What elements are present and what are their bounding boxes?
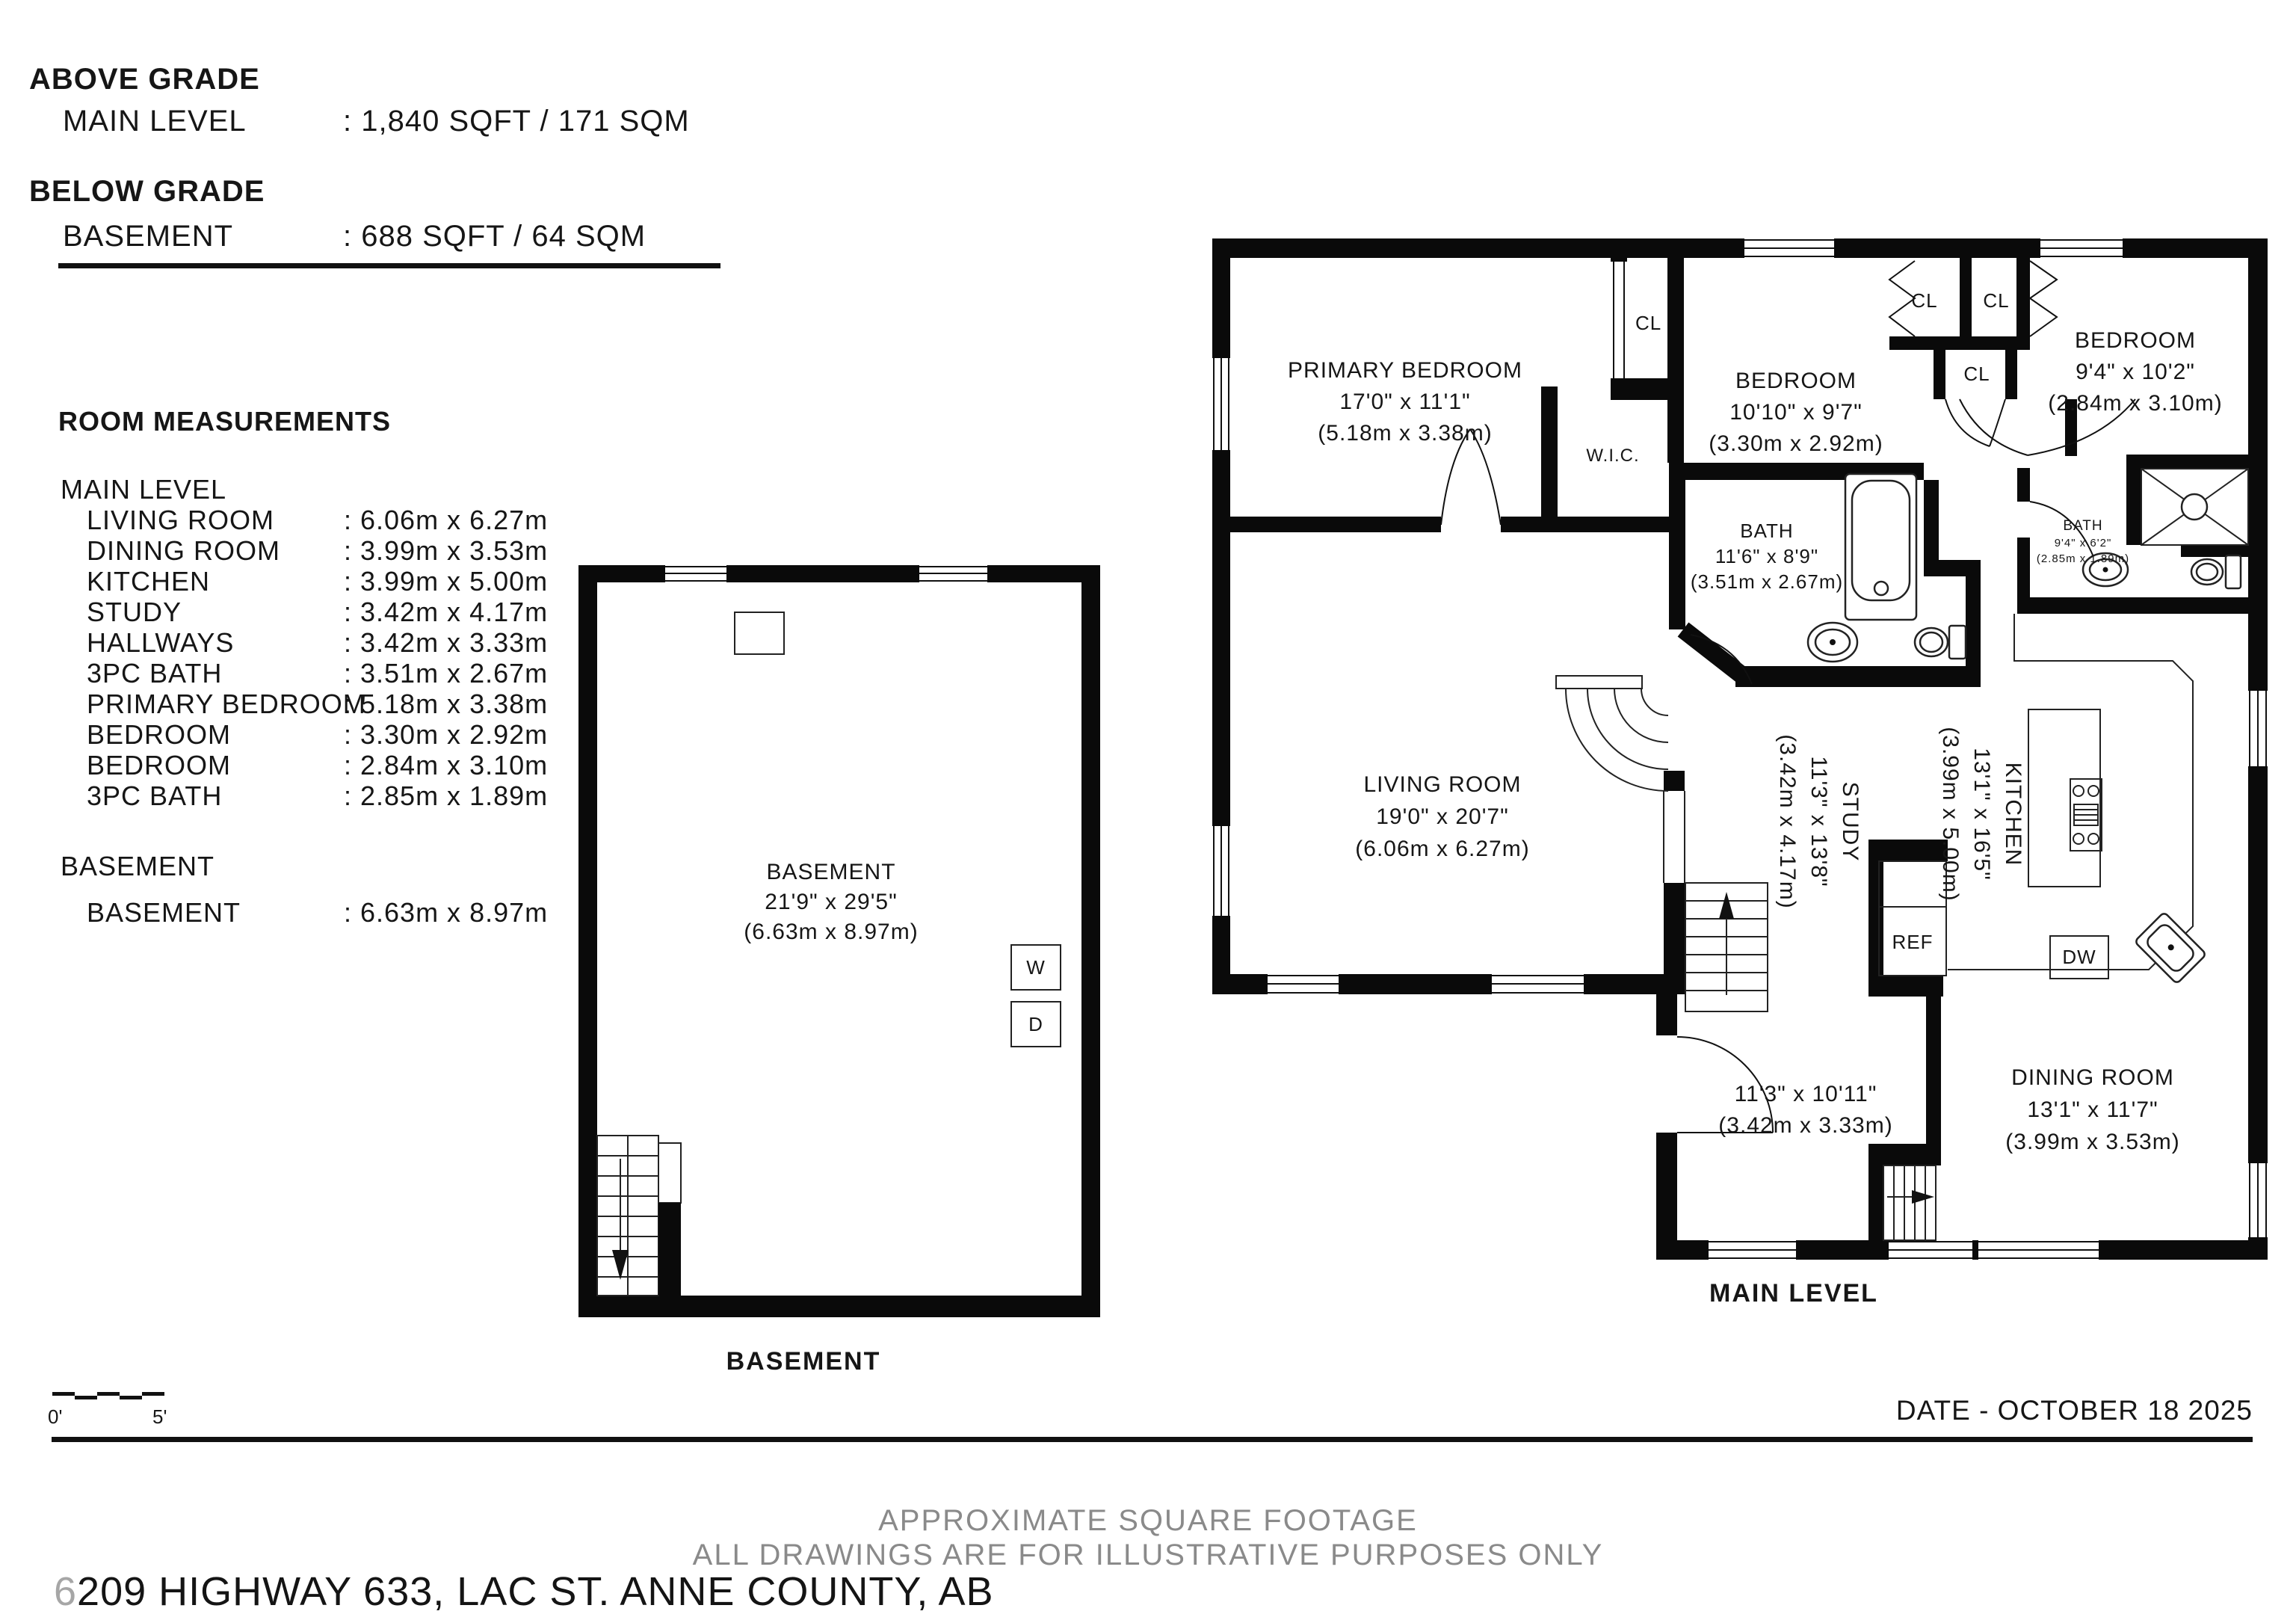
window	[1492, 974, 1584, 994]
room-dim: 9'4" x 10'2"	[2076, 360, 2195, 384]
row-name: 3PC BATH	[87, 658, 223, 689]
row-name: BEDROOM	[87, 719, 232, 750]
closet-label: CL	[1635, 312, 1662, 334]
dryer-label: D	[1028, 1013, 1043, 1035]
disclaimer-line1: APPROXIMATE SQUARE FOOTAGE	[878, 1504, 1418, 1537]
room-label-study	[1775, 734, 1863, 908]
room-title: PRIMARY BEDROOM	[1288, 358, 1522, 383]
main-floor-label: MAIN LEVEL	[1709, 1279, 1878, 1308]
scale-end-label: 5'	[152, 1405, 167, 1428]
window	[1212, 826, 1230, 916]
bathtub-icon	[1845, 474, 1916, 620]
basement-room-dim-imperial: 21'9" x 29'5"	[765, 890, 898, 914]
row-value: : 3.30m x 2.92m	[344, 719, 549, 750]
room-dim: (2.85m x 1.89m)	[2036, 552, 2130, 565]
room-dim: 13'1" x 16'5"	[1969, 748, 1994, 881]
closet-label: CL	[1983, 289, 2010, 312]
room-title: DINING ROOM	[2011, 1065, 2174, 1090]
row-value: : 6.06m x 6.27m	[344, 505, 549, 535]
basement-window	[919, 565, 987, 582]
room-dim: 11'3" x 10'11"	[1734, 1082, 1877, 1106]
measurements-basement-label: BASEMENT	[61, 851, 215, 881]
stove-icon	[2070, 779, 2102, 851]
furnace-icon	[735, 612, 784, 654]
room-dim: (5.18m x 3.38m)	[1318, 421, 1493, 446]
row-value: : 2.84m x 3.10m	[344, 750, 549, 780]
row-value: : 3.99m x 3.53m	[344, 535, 549, 566]
main-level-name: MAIN LEVEL	[63, 105, 247, 138]
washer-box	[1011, 945, 1061, 990]
basement-floor-label: BASEMENT	[726, 1347, 881, 1376]
room-dim: (2.84m x 3.10m)	[2048, 391, 2223, 416]
above-grade-label: ABOVE GRADE	[29, 63, 260, 96]
room-label-primary	[1288, 358, 1522, 446]
room-dim: (3.42m x 4.17m)	[1775, 734, 1800, 909]
row-name: HALLWAYS	[87, 627, 235, 658]
room-title: BATH	[2063, 518, 2103, 534]
window	[2040, 238, 2123, 258]
basement-floorplan	[553, 546, 1121, 1387]
room-dim: 19'0" x 20'7"	[1376, 804, 1509, 829]
scale-start-label: 0'	[48, 1405, 63, 1428]
basement-name: BASEMENT	[63, 220, 234, 253]
stairs-to-basement-icon	[1883, 1165, 1936, 1240]
room-label-hall	[1718, 1082, 1892, 1138]
row-name: STUDY	[87, 597, 182, 627]
row-name: KITCHEN	[87, 566, 211, 597]
row-name: PRIMARY BEDROOM	[87, 689, 366, 719]
measurements-title: ROOM MEASUREMENTS	[58, 406, 392, 437]
disclaimer-line2: ALL DRAWINGS ARE FOR ILLUSTRATIVE PURPOSES ONLY	[692, 1539, 1604, 1571]
basement-value: : 688 SQFT / 64 SQM	[343, 220, 646, 253]
room-dim: (3.51m x 2.67m)	[1690, 570, 1844, 593]
room-title: BEDROOM	[2074, 328, 2197, 353]
stairs-up-icon	[1685, 883, 1768, 1011]
room-dim: 11'3" x 13'8"	[1806, 756, 1831, 887]
room-dim: (6.06m x 6.27m)	[1355, 837, 1530, 861]
header-underline	[58, 263, 720, 268]
room-dim: (3.99m x 3.53m)	[2005, 1130, 2180, 1154]
room-dim: (3.42m x 3.33m)	[1718, 1113, 1893, 1138]
room-label-dining	[2005, 1065, 2179, 1154]
room-dim: 9'4" x 6'2"	[2054, 537, 2112, 549]
address	[54, 1568, 994, 1615]
main-floorplan-svg	[1212, 238, 2289, 1260]
date-label: DATE - OCTOBER 18 2025	[1895, 1395, 2253, 1426]
row-value: : 3.42m x 4.17m	[344, 597, 549, 627]
window	[1212, 358, 1230, 450]
kitchen-sink-icon	[2135, 912, 2206, 984]
room-dim: (3.99m x 5.00m)	[1938, 727, 1963, 902]
basement-room-dim-metric: (6.63m x 8.97m)	[744, 920, 919, 944]
window	[1744, 238, 1834, 258]
room-title: KITCHEN	[2001, 762, 2025, 866]
footer-divider	[52, 1437, 2253, 1442]
room-title: LIVING ROOM	[1363, 772, 1522, 797]
room-dim: 10'10" x 9'7"	[1729, 400, 1863, 425]
row-name: 3PC BATH	[87, 780, 223, 811]
room-title: BATH	[1740, 520, 1794, 542]
toilet-icon	[2191, 555, 2241, 588]
row-name: BASEMENT	[87, 897, 241, 928]
basement-floorplan-svg	[553, 546, 1121, 1383]
dishwasher-label: DW	[2062, 946, 2096, 968]
fridge-label: REF	[1892, 931, 1934, 953]
fridge-box	[1879, 861, 1946, 976]
measurements-main-level-label: MAIN LEVEL	[61, 474, 227, 505]
row-name: LIVING ROOM	[87, 505, 275, 535]
room-label-living	[1355, 772, 1529, 861]
room-label-kitchen	[1938, 727, 2025, 901]
row-value: : 5.18m x 3.38m	[344, 689, 549, 719]
row-value: : 6.63m x 8.97m	[344, 897, 549, 928]
window	[1978, 1240, 2099, 1260]
main-level-value: : 1,840 SQFT / 171 SQM	[343, 105, 690, 138]
window	[1889, 1240, 1972, 1260]
row-value: : 3.99m x 5.00m	[344, 566, 549, 597]
room-dim: 11'6" x 8'9"	[1715, 545, 1819, 567]
row-value: : 3.42m x 3.33m	[344, 627, 549, 658]
closet-door	[1611, 262, 1627, 378]
row-value: : 3.51m x 2.67m	[344, 658, 549, 689]
dishwasher-box	[2050, 936, 2108, 979]
window	[2248, 691, 2268, 766]
washer-label: W	[1026, 956, 1046, 979]
main-floorplan	[1212, 238, 2289, 1263]
row-value: : 2.85m x 1.89m	[344, 780, 549, 811]
kitchen-island	[2028, 709, 2100, 887]
row-name: DINING ROOM	[87, 535, 280, 566]
room-dim: (3.30m x 2.92m)	[1709, 431, 1883, 456]
room-dim: 13'1" x 11'7"	[2027, 1097, 2158, 1122]
room-title: STUDY	[1838, 781, 1863, 862]
scale-bar	[52, 1389, 172, 1404]
room-label-bath-two	[2037, 518, 2129, 565]
room-label-bath-main	[1691, 520, 1843, 593]
address-prefix: 6	[54, 1569, 78, 1614]
toilet-icon	[1915, 626, 1966, 659]
row-name: BEDROOM	[87, 750, 232, 780]
basement-room-title: BASEMENT	[766, 860, 896, 884]
below-grade-label: BELOW GRADE	[29, 175, 265, 208]
sink-icon	[1808, 623, 1857, 662]
dryer-box	[1011, 1002, 1061, 1047]
room-label-bedroom2	[1709, 369, 1883, 456]
room-dim: 17'0" x 11'1"	[1339, 389, 1471, 414]
closet-label: CL	[1963, 363, 1990, 385]
basement-room-label	[744, 860, 918, 944]
shower-icon	[2141, 469, 2248, 545]
address-rest: 209 HIGHWAY 633, LAC ST. ANNE COUNTY, AB	[77, 1569, 994, 1614]
wic-label: W.I.C.	[1586, 446, 1640, 466]
basement-stairs-down-icon	[597, 1136, 681, 1296]
room-label-bedroom3	[2048, 328, 2222, 416]
basement-window	[665, 565, 726, 582]
window	[1709, 1240, 1796, 1260]
closet-label: CL	[1911, 289, 1938, 312]
room-title: BEDROOM	[1735, 369, 1857, 393]
window	[1268, 974, 1339, 994]
window	[2248, 1163, 2268, 1237]
